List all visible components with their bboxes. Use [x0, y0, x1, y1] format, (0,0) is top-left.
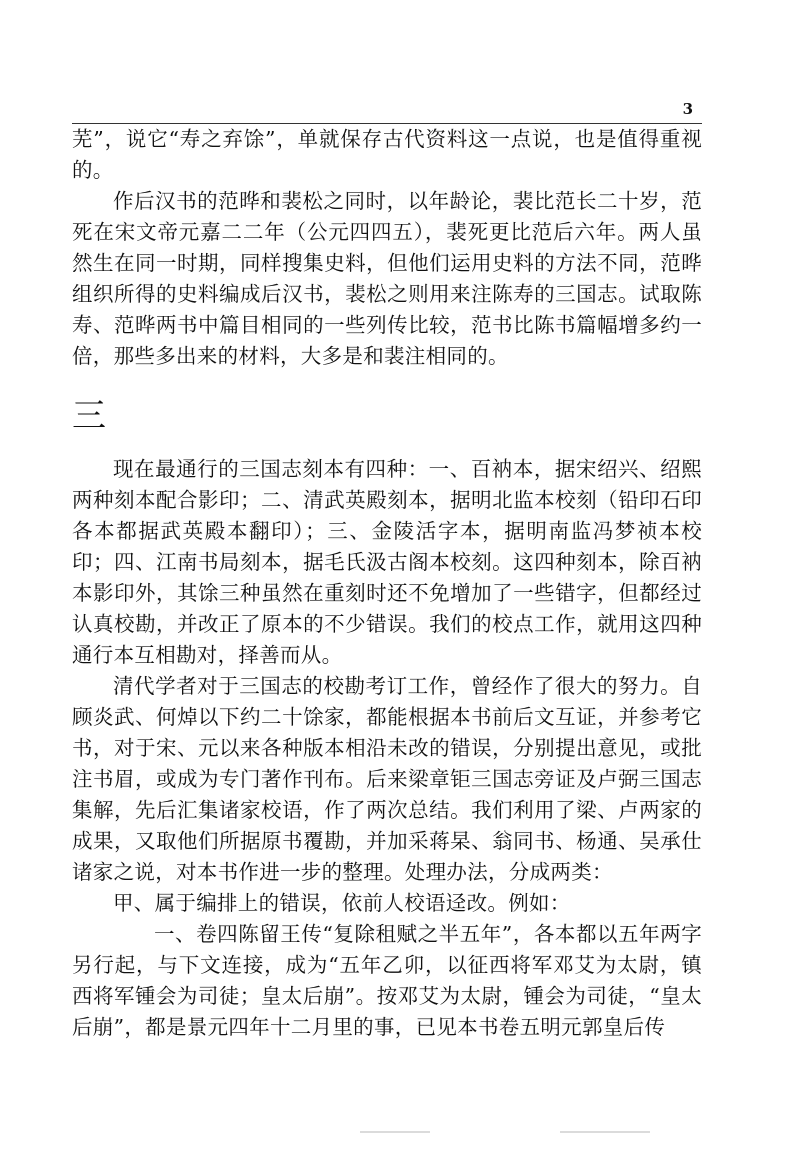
- section-heading: 三: [72, 396, 107, 436]
- paragraph-continued: 芜”，说它“寿之弃馀”，单就保存古代资料这一点说，也是值得重视的。: [72, 127, 702, 182]
- scan-noise-1: [360, 1131, 430, 1133]
- paragraph-example-1: 一、卷四陈留王传“复除租赋之半五年”，各本都以五年两字另行起，与下文连接，成为“五年乙卯，以征西将军邓艾为太尉，镇西将军锺会为司徒；皇太后崩”。按邓艾为太尉，锺会为司徒，“皇太后崩”，都是景元四年十二月里的事，已见本书卷五明元郭皇后传: [72, 922, 702, 1039]
- page-body: [72, 124, 702, 1043]
- paragraph-qing-scholars: 清代学者对于三国志的校勘考订工作，曾经作了很大的努力。自顾炎武、何焯以下约二十馀家，都能根据本书前后文互证，并参考它书，对于宋、元以来各种版本相沿未改的错误，分别提出意见，或批注书眉，或成为专门著作刊布。后来梁章钜三国志旁证及卢弼三国志集解，先后汇集诸家校语，作了两次总结。我们利用了梁、卢两家的成果，又取他们所据原书覆勘，并加采蒋杲、翁同书、杨通、吴承仕诸家之说，对本书作进一步的整理。处理办法，分成两类：: [72, 674, 702, 884]
- paragraph-fan-ye-pei-songzhi: 作后汉书的范晔和裴松之同时，以年龄论，裴比范长二十岁，范死在宋文帝元嘉二二年（公元四四五），裴死更比范后六年。两人虽然生在同一时期，同样搜集史料，但他们运用史料的方法不同，范晔组织所得的史料编成后汉书，裴松之则用来注陈寿的三国志。试取陈寿、范晔两书中篇目相同的一些列传比较，范书比陈书篇幅增多约一倍，那些多出来的材料，大多是和裴注相同的。: [72, 189, 702, 368]
- paragraph-editions: 现在最通行的三国志刻本有四种：一、百衲本，据宋绍兴、绍熙两种刻本配合影印；二、清武英殿刻本，据明北监本校刻（铅印石印各本都据武英殿本翻印）；三、金陵活字本，据明南监冯梦祯本校印；四、江南书局刻本，据毛氏汲古阁本校刻。这四种刻本，除百衲本影印外，其馀三种虽然在重刻时还不免增加了一些错字，但都经过认真校勘，并改正了原本的不少错误。我们的校点工作，就用这四种通行本互相勘对，择善而从。: [72, 457, 702, 667]
- scan-noise-2: [560, 1131, 650, 1133]
- page-number: 3: [682, 100, 693, 118]
- paragraph-category-a: 甲、属于编排上的错误，依前人校语迳改。例如：: [113, 891, 571, 915]
